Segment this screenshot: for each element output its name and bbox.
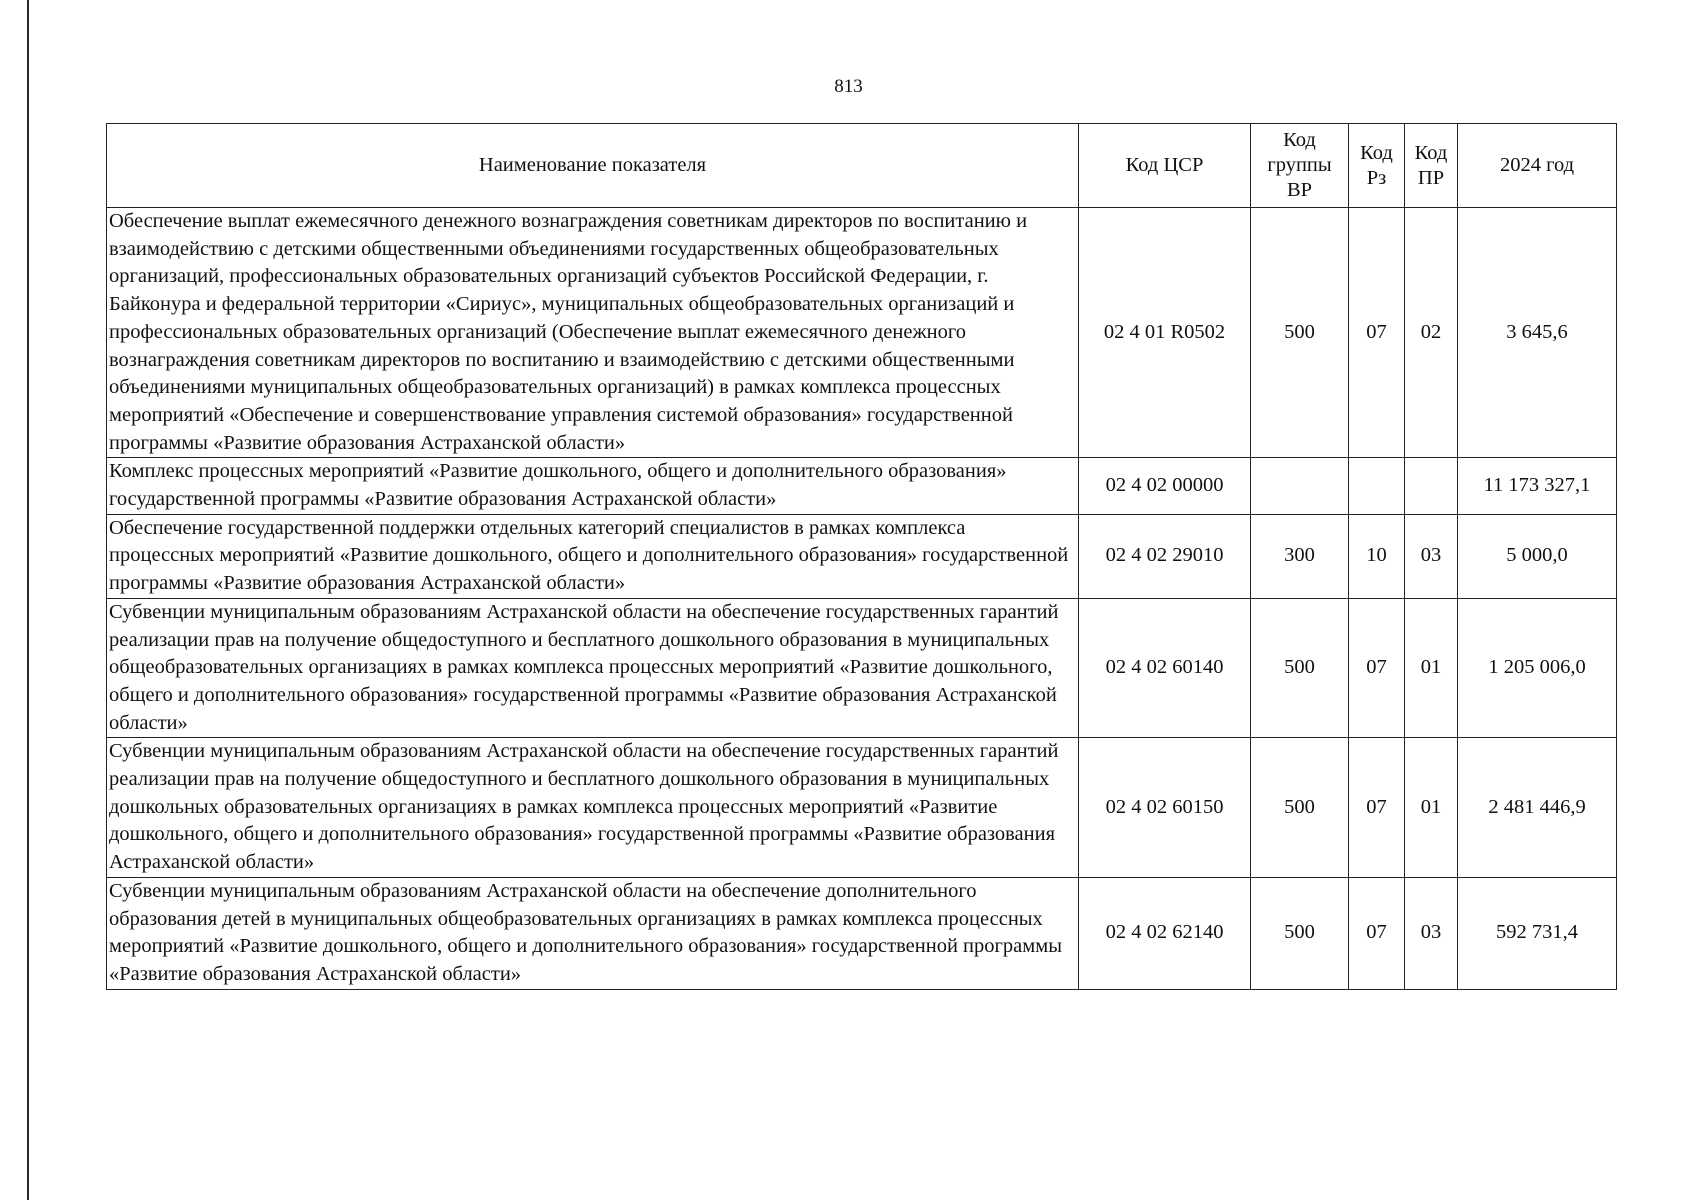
row-pr-code: 01 <box>1405 598 1458 738</box>
header-name: Наименование показателя <box>107 124 1079 208</box>
row-vr-code: 500 <box>1251 208 1349 458</box>
row-csr-code: 02 4 02 60150 <box>1079 738 1251 878</box>
row-amount: 3 645,6 <box>1458 208 1617 458</box>
budget-table <box>106 123 1617 990</box>
row-pr-code: 02 <box>1405 208 1458 458</box>
row-name: Субвенции муниципальным образованиям Астраханской области на обеспечение государственных гарантий реализации прав на получение общедоступного и бесплатного дошкольного образования в муниципальных общеобразовательных организациях в рамках комплекса процессных мероприятий «Развитие дошкольного, общего и дополнительного образования» государственной программы «Развитие образования Астраханской области» <box>107 598 1079 738</box>
table-row <box>107 208 1617 458</box>
row-name: Субвенции муниципальным образованиям Астраханской области на обеспечение государственных гарантий реализации прав на получение общедоступного и бесплатного дошкольного образования в муниципальных дошкольных образовательных организациях в рамках комплекса процессных мероприятий «Развитие дошкольного, общего и дополнительного образования» государственной программы «Развитие образования Астраханской области» <box>107 738 1079 878</box>
header-rz-code: Код Рз <box>1349 124 1405 208</box>
row-vr-code: 500 <box>1251 598 1349 738</box>
table-row <box>107 514 1617 598</box>
row-rz-code: 07 <box>1349 598 1405 738</box>
row-pr-code: 03 <box>1405 514 1458 598</box>
row-pr-code: 01 <box>1405 738 1458 878</box>
row-csr-code: 02 4 02 60140 <box>1079 598 1251 738</box>
row-amount: 11 173 327,1 <box>1458 458 1617 514</box>
row-csr-code: 02 4 01 R0502 <box>1079 208 1251 458</box>
row-rz-code: 07 <box>1349 208 1405 458</box>
table-row <box>107 877 1617 989</box>
table-row <box>107 458 1617 514</box>
row-rz-code <box>1349 458 1405 514</box>
row-csr-code: 02 4 02 29010 <box>1079 514 1251 598</box>
header-csr-code: Код ЦСР <box>1079 124 1251 208</box>
page-number: 813 <box>834 76 863 97</box>
row-name: Обеспечение государственной поддержки отдельных категорий специалистов в рамках комплекса процессных мероприятий «Развитие дошкольного, общего и дополнительного образования» государственной программы «Развитие образования Астраханской области» <box>107 514 1079 598</box>
row-pr-code: 03 <box>1405 877 1458 989</box>
row-name: Комплекс процессных мероприятий «Развитие дошкольного, общего и дополнительного образования» государственной программы «Развитие образования Астраханской области» <box>107 458 1079 514</box>
row-vr-code: 500 <box>1251 877 1349 989</box>
row-csr-code: 02 4 02 62140 <box>1079 877 1251 989</box>
row-vr-code: 300 <box>1251 514 1349 598</box>
header-pr-code: Код ПР <box>1405 124 1458 208</box>
row-rz-code: 10 <box>1349 514 1405 598</box>
table-header-row <box>107 124 1617 208</box>
header-vr-code: Код группы ВР <box>1251 124 1349 208</box>
table-row <box>107 738 1617 878</box>
row-csr-code: 02 4 02 00000 <box>1079 458 1251 514</box>
row-pr-code <box>1405 458 1458 514</box>
row-vr-code: 500 <box>1251 738 1349 878</box>
row-amount: 2 481 446,9 <box>1458 738 1617 878</box>
row-name: Субвенции муниципальным образованиям Астраханской области на обеспечение дополнительного образования детей в муниципальных общеобразовательных организациях в рамках комплекса процессных мероприятий «Развитие дошкольного, общего и дополнительного образования» государственной программы «Развитие образования Астраханской области» <box>107 877 1079 989</box>
table-row <box>107 598 1617 738</box>
header-year-2024: 2024 год <box>1458 124 1617 208</box>
row-rz-code: 07 <box>1349 738 1405 878</box>
row-amount: 592 731,4 <box>1458 877 1617 989</box>
row-amount: 1 205 006,0 <box>1458 598 1617 738</box>
row-amount: 5 000,0 <box>1458 514 1617 598</box>
row-rz-code: 07 <box>1349 877 1405 989</box>
row-vr-code <box>1251 458 1349 514</box>
row-name: Обеспечение выплат ежемесячного денежного вознаграждения советникам директоров по воспитанию и взаимодействию с детскими общественными объединениями государственных общеобразовательных организаций, профессиональных образовательных организаций субъектов Российской Федерации, г. Байконура и федеральной территории «Сириус», муниципальных общеобразовательных организаций и профессиональных образовательных организаций (Обеспечение выплат ежемесячного денежного вознаграждения советникам директоров по воспитанию и взаимодействию с детскими общественными объединениями муниципальных общеобразовательных организаций) в рамках комплекса процессных мероприятий «Обеспечение и совершенствование управления системой образования» государственной программы «Развитие образования Астраханской области» <box>107 208 1079 458</box>
page-binding-line <box>27 0 29 1200</box>
